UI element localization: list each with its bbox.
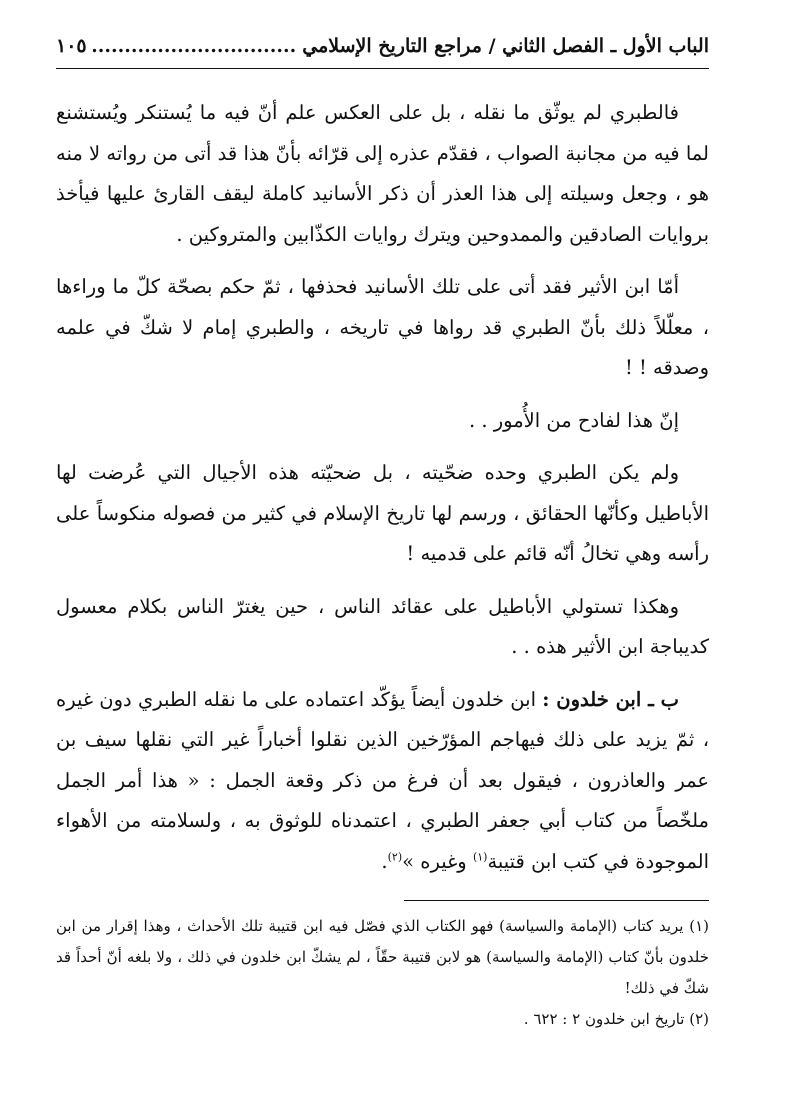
paragraph-exclamation: إنّ هذا لفادح من الأُمور . . [468,408,679,432]
section-label-ibn-khaldun: ب ـ ابن خلدون : [542,687,679,711]
ibn-khaldun-text-3: . [381,849,388,873]
footnote-2: (٢) تاريخ ابن خلدون ٢ : ٦٢٢ . [523,1010,709,1028]
ibn-khaldun-text-1: ابن خلدون أيضاً يؤكّد اعتماده على ما نقله الطبري دون غيره ، ثمّ يزيد على ذلك فيهاجم المؤرّخين الذين نقلوا أخباراً غير التي نقلها سيف بن عمر والعاذرون ، فيقول بعد أن فرغ من ذكر وقعة الجمل : « هذا أمر الجمل ملخّصاً من كتاب أبي جعفر الطبري ، اعتمدناه للوثوق به ، ولسلامته من الأهواء الموجودة في كتب ابن قتيبة [56,687,709,873]
footnote-ref-2[interactable]: (٢) [387,850,403,863]
paragraph-falsehoods: وهكذا تستولي الأباطيل على عقائد الناس ، حين يغترّ الناس بكلام معسول كديباجة ابن الأثير هذه . . [56,594,709,658]
paragraph-generations: ولم يكن الطبري وحده ضحّيته ، بل ضحيّته هذه الأجيال التي عُرضت لها الأباطيل وكأنّها الحقائق ، ورسم لها تاريخ الإسلام في كثير من فصوله منكوساً على رأسه وهي تخالُ أنّه قائم على قدميه ! [56,461,709,565]
leader-dots [93,26,297,66]
footnote-1: (١) يريد كتاب (الإمامة والسياسة) فهو الكتاب الذي فصّل فيه ابن قتيبة تلك الأحداث ، وهذا إقرار من ابن خلدون بأنّ كتاب (الإمامة والسياسة) هو لابن قتيبة حقّاً ، لم يشكّ ابن خلدون في ذلك ، ولا بلغه أنّ أحداً قد شكّ في ذلك! [56,917,709,997]
footnote-ref-1[interactable]: (١) [472,850,488,863]
main-text [56,93,709,882]
paragraph-ibn-athir: أمّا ابن الأثير فقد أتى على تلك الأسانيد فحذفها ، ثمّ حكم بصحّة كلّ ما وراءها ، معلّلاً ذلك بأنّ الطبري قد رواها في تاريخه ، والطبري إمام لا شكّ في علمه وصدقه ! ! [56,275,709,379]
page-number: ١٠٥ [56,35,87,57]
ibn-khaldun-text-2: وغيره » [402,849,473,873]
book-page [56,26,709,1079]
footnote-divider [404,900,709,901]
chapter-title: الباب الأول ـ الفصل الثاني / مراجع التاريخ الإسلامي [302,35,709,57]
paragraph-tabari-sources: فالطبري لم يوثّق ما نقله ، بل على العكس علم أنّ فيه ما يُستنكر ويُستشنع لما فيه من مجانبة الصواب ، فقدّم عذره إلى قرّائه بأنّ هذا قد أتى من رواته لا منه هو ، وجعل وسيلته إلى هذا العذر أن ذكر الأسانيد كاملة ليقف القارئ عليها فيأخذ بروايات الصادقين والممدوحين ويترك روايات الكذّابين والمتروكين . [56,101,709,246]
footnotes [56,911,709,1035]
paragraph-ibn-khaldun [56,680,709,883]
running-header [56,26,709,69]
